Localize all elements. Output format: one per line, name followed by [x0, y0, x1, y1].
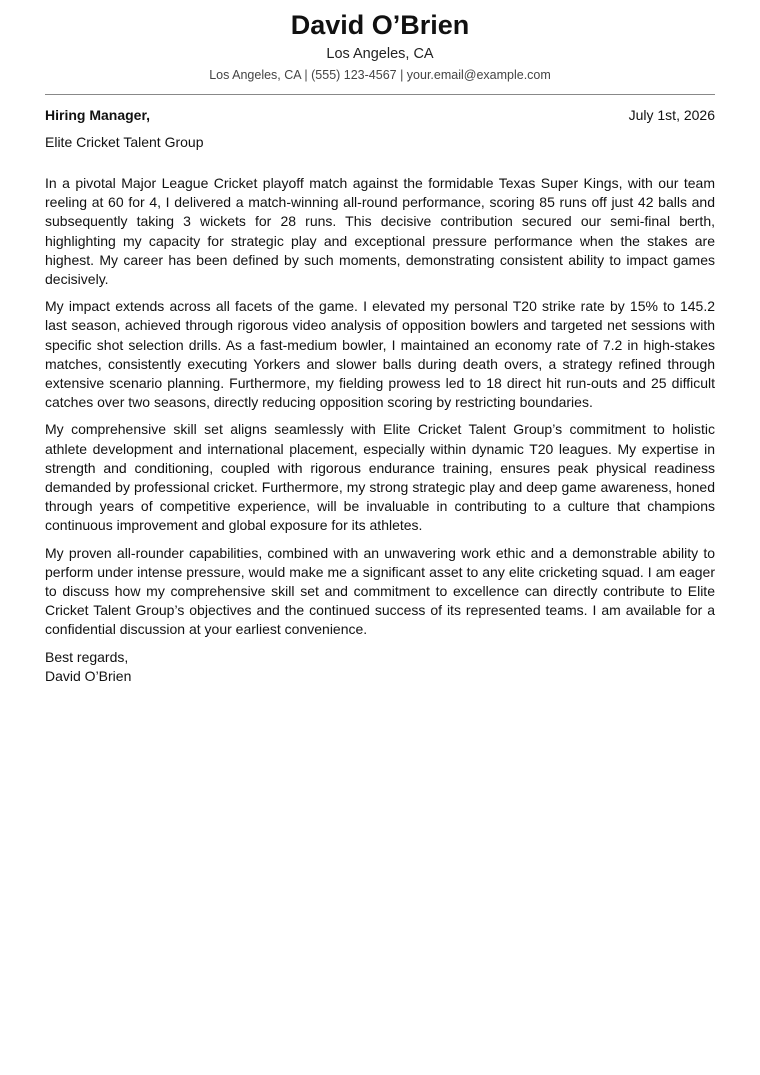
applicant-location: Los Angeles, CA: [326, 46, 434, 62]
applicant-name: David O’Brien: [290, 10, 470, 40]
paragraph: My impact extends across all facets of the game. I elevated my personal T20 strike rate by 15% to 145.2 last season, achieved through rigorous video analysis of opposition bowlers and targeted net sessions with specific shot selection drills. As a fast-medium bowler, I maintained an economy rate of 7.2 in high-stakes matches, consistently executing Yorkers and slower balls during death overs, a strategy refined through extensive scenario planning. Furthermore, my fielding prowess led to 18 direct hit run-outs and 25 difficult catches over two seasons, directly reducing opposition scoring by restricting boundaries.: [45, 298, 715, 411]
letter-closing: [45, 648, 715, 686]
paragraph: In a pivotal Major League Cricket playoff match against the formidable Texas Super Kings, with our team reeling at 60 for 4, I delivered a match-winning all-round performance, scoring 85 runs off just 42 balls and subsequently taking 3 wickets for 28 runs. This decisive contribution secured our semi-final berth, highlighting my capacity for strategic play and exceptional pressure performance when the stakes are highest. My career has been defined by such moments, demonstrating consistent ability to impact games decisively.: [45, 175, 715, 288]
company-name: Elite Cricket Talent Group: [45, 134, 204, 150]
signature-name: David O’Brien: [45, 667, 132, 684]
letter-header: [45, 0, 715, 84]
paragraph: My comprehensive skill set aligns seamlessly with Elite Cricket Talent Group’s commitment to holistic athlete development and international placement, especially within dynamic T20 leagues. My expertise in strength and conditioning, coupled with rigorous endurance training, ensures peak physical readiness demanded by professional cricket. Furthermore, my strong strategic play and deep game awareness, honed through years of competitive experience, will be invaluable in contributing to a culture that champions continuous improvement and global exposure for its athletes.: [45, 421, 715, 534]
letter-body: [45, 174, 715, 640]
recipient-salutation: Hiring Manager,: [45, 107, 151, 123]
sign-off: Best regards,: [45, 648, 129, 665]
letter-meta: [45, 105, 715, 125]
contact-line: Los Angeles, CA | (555) 123-4567 | your.email@example.com: [209, 68, 551, 82]
header-divider: [45, 94, 715, 95]
paragraph: My proven all-rounder capabilities, combined with an unwavering work ethic and a demonstrable ability to perform under intense pressure, would make me a significant asset to any elite cricketing squad. I am eager to discuss how my comprehensive skill set and commitment to excellence can directly contribute to Elite Cricket Talent Group’s objectives and the continued success of its represented teams. I am available for a confidential discussion at your earliest convenience.: [45, 544, 715, 638]
letter-date: July 1st, 2026: [628, 107, 715, 123]
